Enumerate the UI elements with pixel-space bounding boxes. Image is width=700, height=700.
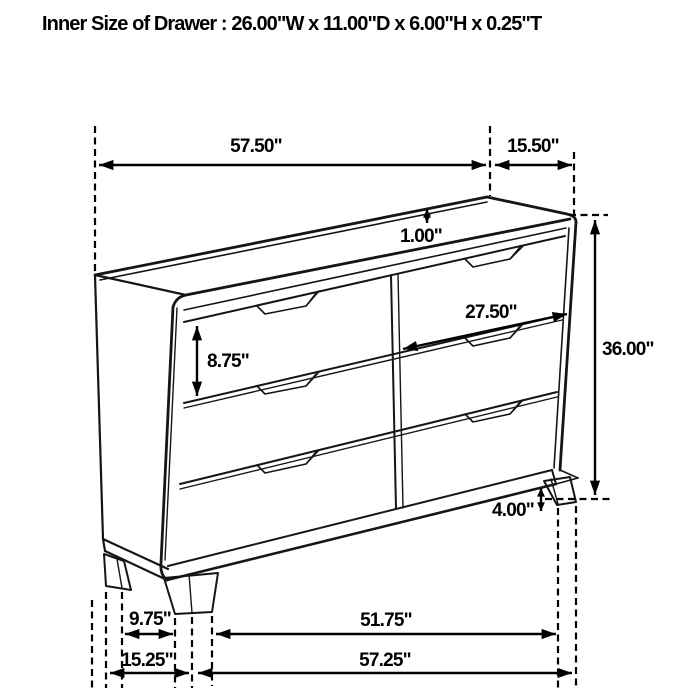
dim-label-overall-height: 36.00" xyxy=(602,339,654,360)
center-divider-inner xyxy=(398,274,403,508)
dim-label-drawer-width: 27.50" xyxy=(465,302,517,323)
front-right-leg xyxy=(544,477,576,505)
front-left-leg-edge xyxy=(189,574,192,613)
dim-label-base-depth: 15.25" xyxy=(121,650,173,671)
extension-lines xyxy=(92,126,612,688)
handle-left-row2-flap xyxy=(306,374,316,386)
top-right-edge xyxy=(487,197,576,222)
dim-label-drawer-face-height: 8.75" xyxy=(207,351,249,372)
dim-label-top-thickness: 1.00" xyxy=(400,226,442,247)
dim-label-leg-height: 4.00" xyxy=(492,500,534,521)
dimension-lines xyxy=(99,165,595,673)
center-divider xyxy=(391,275,396,509)
dresser-right-edge xyxy=(554,222,578,484)
dim-label-base-width: 57.25" xyxy=(359,650,411,671)
dresser-drawing xyxy=(95,197,578,614)
dim-label-top-depth: 15.50" xyxy=(507,136,559,157)
top-lip-line xyxy=(184,228,566,310)
cabinet-bottom-edge xyxy=(167,484,556,580)
dim-label-leg-span-width: 51.75" xyxy=(360,610,412,631)
handle-left-row3 xyxy=(257,450,319,473)
rail-right-end xyxy=(552,470,556,484)
row-divider-2-inner xyxy=(180,397,557,489)
dim-label-top-width: 57.50" xyxy=(230,136,282,157)
left-panel-top-edge xyxy=(95,275,186,295)
page-title: Inner Size of Drawer : 26.00"W x 11.00"D x 6.00"H x 0.25"T xyxy=(42,13,542,35)
left-panel-back-edge xyxy=(95,275,103,539)
dim-label-leg-inset-depth: 9.75" xyxy=(129,609,171,630)
rear-left-leg-edge xyxy=(117,559,122,588)
row-divider-2 xyxy=(180,392,557,484)
dresser-bottom-rail xyxy=(167,470,556,580)
dresser-left-side-panel xyxy=(95,275,177,580)
